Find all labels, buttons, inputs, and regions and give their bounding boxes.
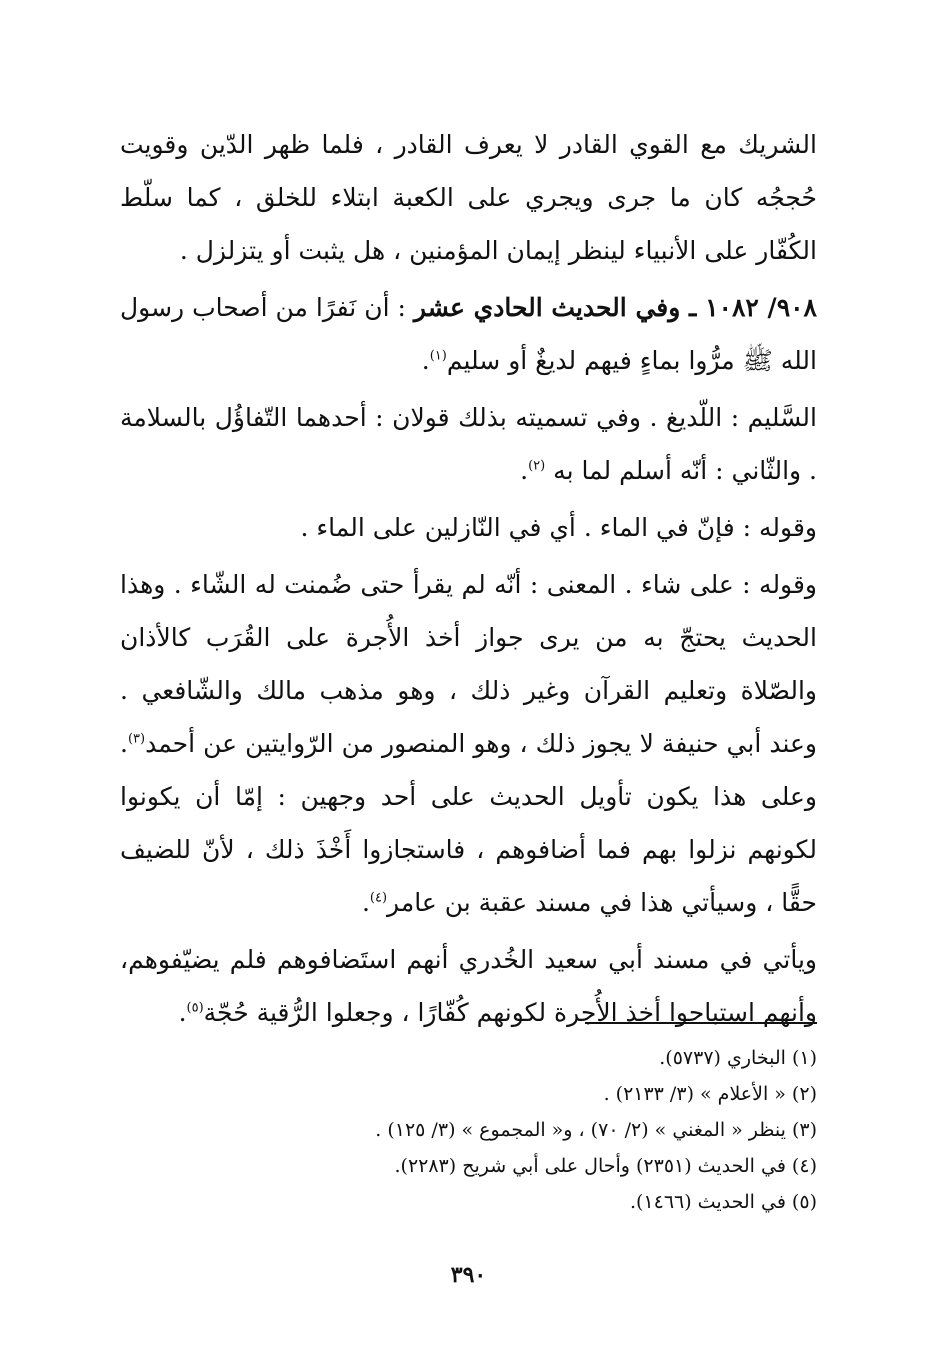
main-text <box>120 118 817 1039</box>
footnote-ref-3[interactable]: (٣) <box>127 731 146 747</box>
paragraph-6-text: ويأتي في مسند أبي سعيد الخُدري أنهم استَضافوهم فلم يضيّفوهم، وأنهم استباحوا أخذ الأُجرة لكونهم كُفّارًا ، وجعلوا الرُّقية حُجّة <box>120 945 817 1027</box>
paragraph-5-end: . <box>361 888 370 917</box>
paragraph-3-text: السَّليم : اللّديغ . وفي تسميته بذلك قولان : أحدهما التّفاؤُل بالسلامة . والثّاني : أنّه أسلم لما به <box>120 403 817 485</box>
paragraph-5-middle: . وعلى هذا يكون تأويل الحديث على أحد وجهين : إمّا أن يكونوا لكونهم نزلوا بهم فما أضافوهم ، فاستجازوا أَخْذَ ذلك ، لأنّ للضيف حقًّا ، وسيأتي هذا في مسند عقبة بن عامر <box>120 729 817 917</box>
footnote-divider <box>585 1022 817 1024</box>
footnote-4: (٤) في الحديث (٢٣٥١) وأحال على أبي شريح (٢٢٨٣). <box>394 1155 817 1177</box>
page-number: ٣٩٠ <box>450 1262 487 1288</box>
paragraph-2-text: : أن نَفرًا من أصحاب رسول الله ﷺ مرُّوا بماءٍ فيهم لديغٌ أو سليم <box>120 293 817 375</box>
footnote-ref-1[interactable]: (١) <box>429 348 447 364</box>
footnotes-section <box>120 1040 817 1220</box>
footnote-ref-2[interactable]: (٢) <box>528 458 546 474</box>
paragraph-2-end: . <box>421 346 430 375</box>
paragraph-5-text: وقوله : على شاء . المعنى : أنّه لم يقرأ حتى ضُمنت له الشّاء . وهذا الحديث يحتجّ به من يرى جواز أخذ الأُجرة على القُرَب كالأذان والصّلاة وتعليم القرآن وغير ذلك ، وهو مذهب مالك والشّافعي . وعند أبي حنيفة لا يجوز ذلك ، وهو المنصور من الرّوايتين عن أحمد <box>120 570 818 758</box>
footnote-3: (٣) ينظر « المغني » (٢/ ٧٠) ، و« المجموع » (٣/ ١٢٥) . <box>375 1119 817 1141</box>
footnote-2: (٢) « الأعلام » (٣/ ٢١٣٣) . <box>603 1083 817 1105</box>
paragraph-1 <box>120 118 817 277</box>
paragraph-3-end: . <box>520 456 529 485</box>
paragraph-2-hadith-heading <box>120 281 817 387</box>
footnote-ref-4[interactable]: (٤) <box>369 890 388 906</box>
paragraph-1-text: الشريك مع القوي القادر لا يعرف القادر ، فلما ظهر الدّين وقويت حُججُه كان ما جرى ويجري على الكعبة ابتلاء للخلق ، كما سلّط الكُفّار على الأنبياء لينظر إيمان المؤمنين ، هل يثبت أو يتزلزل . <box>120 130 817 265</box>
footnote-5: (٥) في الحديث (١٤٦٦). <box>629 1191 817 1213</box>
paragraph-3 <box>120 391 817 497</box>
paragraph-6-end: . <box>178 998 187 1027</box>
hadith-number-heading: ٩٠٨/ ١٠٨٢ ـ وفي الحديث الحادي عشر <box>413 293 817 322</box>
paragraph-5 <box>120 558 817 929</box>
paragraph-4 <box>120 501 817 554</box>
paragraph-4-text: وقوله : فإنّ في الماء . أي في النّازلين على الماء . <box>300 513 817 542</box>
footnote-1: (١) البخاري (٥٧٣٧). <box>659 1047 817 1069</box>
footnote-ref-5[interactable]: (٥) <box>186 1000 204 1016</box>
